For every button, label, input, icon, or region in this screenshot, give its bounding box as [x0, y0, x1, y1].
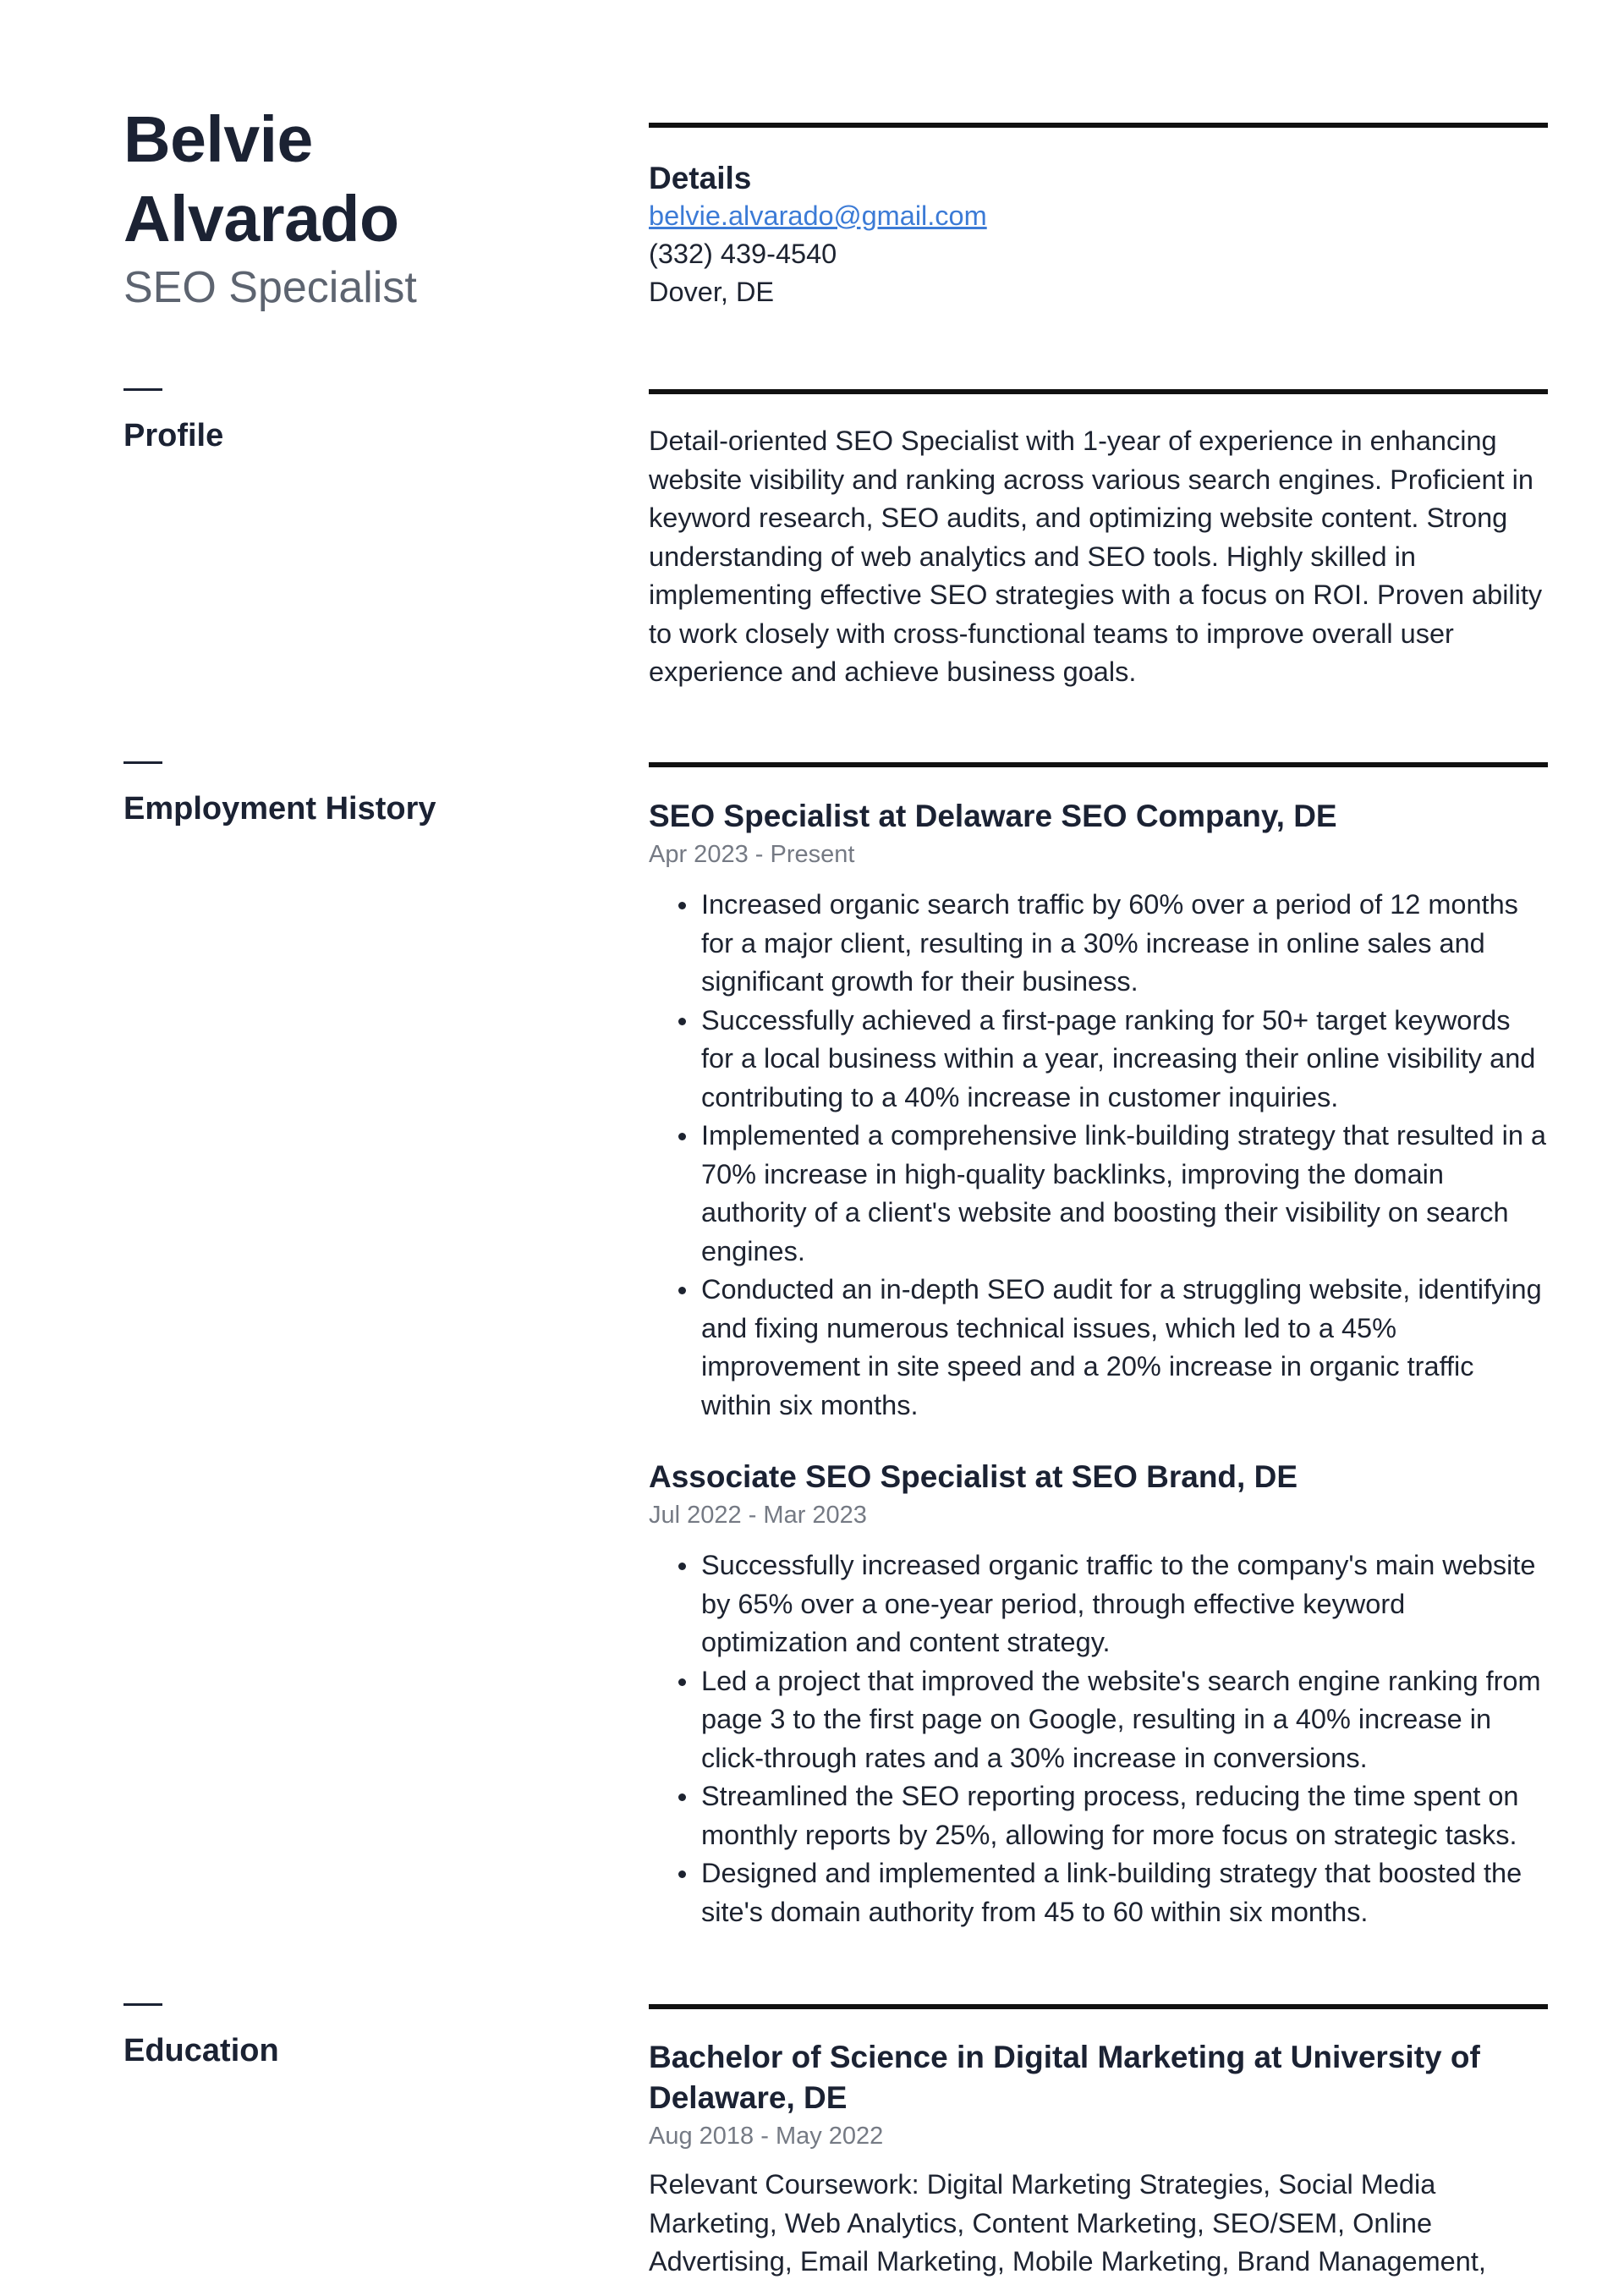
profile-heading: Profile: [123, 418, 224, 453]
job-title: Associate SEO Specialist at SEO Brand, DE: [649, 1459, 1298, 1494]
profile-rule: [649, 389, 1548, 394]
candidate-name: [123, 100, 580, 259]
job-bullets: [649, 1546, 1548, 1931]
employment-rule: [649, 762, 1548, 767]
job-bullet: Implemented a comprehensive link-building strategy that resulted in a 70% increase in high-quality backlinks, improving the domain authority of a client's website and boosting their visibility on search engines.: [701, 1117, 1548, 1271]
job-dates: Apr 2023 - Present: [649, 841, 855, 868]
job-bullet: Conducted an in-depth SEO audit for a struggling website, identifying and fixing numerous technical issues, which led to a 45% improvement in site speed and a 20% increase in organic traffic within six months.: [701, 1271, 1548, 1425]
email-link[interactable]: belvie.alvarado@gmail.com: [649, 200, 987, 231]
job-bullet: Streamlined the SEO reporting process, reducing the time spent on monthly reports by 25%, allowing for more focus on strategic tasks.: [701, 1777, 1548, 1854]
job-bullet: Successfully achieved a first-page ranking for 50+ target keywords for a local business within a year, increasing their online visibility and contributing to a 40% increase in customer inquiries.: [701, 1002, 1548, 1118]
job-dates: Jul 2022 - Mar 2023: [649, 1502, 867, 1529]
employment-dash: [123, 761, 162, 764]
education-rule: [649, 2004, 1548, 2009]
job-entry: [649, 1457, 1548, 1931]
education-dash: [123, 2003, 162, 2006]
candidate-title: SEO Specialist: [123, 263, 417, 312]
profile-text: Detail-oriented SEO Specialist with 1-year of experience in enhancing website visibility and ranking across various search engines. Proficient in keyword research, SEO audits, and optimizing website content. Strong understanding of web analytics and SEO tools. Highly skilled in implementing effective SEO strategies with a focus on ROI. Proven ability to work closely with cross-functional teams to improve overall user experience and achieve business goals.: [649, 426, 1543, 687]
phone-number: (332) 439-4540: [649, 239, 837, 269]
job-entry: [649, 796, 1548, 1425]
education-heading: Education: [123, 2033, 279, 2068]
first-name: Belvie: [123, 103, 313, 176]
job-title: SEO Specialist at Delaware SEO Company, DE: [649, 799, 1337, 833]
education-dates: Aug 2018 - May 2022: [649, 2123, 884, 2150]
location: Dover, DE: [649, 277, 775, 307]
coursework-text: Relevant Coursework: Digital Marketing Strategies, Social Media Marketing, Web Analytics, Content Marketing, SEO/SEM, Online Advertising, Email Marketing, Mobile Marketing, Brand Management,: [649, 2169, 1486, 2277]
profile-dash: [123, 388, 162, 391]
job-bullets: [649, 886, 1548, 1425]
job-bullet: Successfully increased organic traffic to the company's main website by 65% over a one-year period, through effective keyword optimization and content strategy.: [701, 1546, 1548, 1662]
job-bullet: Designed and implemented a link-building strategy that boosted the site's domain authority from 45 to 60 within six months.: [701, 1854, 1548, 1931]
employment-heading: Employment History: [123, 791, 436, 827]
details-rule: [649, 123, 1548, 128]
last-name: Alvarado: [123, 183, 399, 255]
details-section: [649, 158, 1548, 311]
degree-title: Bachelor of Science in Digital Marketing at University of Delaware, DE: [649, 2040, 1480, 2115]
job-bullet: Increased organic search traffic by 60% over a period of 12 months for a major client, resulting in a 30% increase in online sales and significant growth for their business.: [701, 886, 1548, 1002]
education-entry: [649, 2037, 1548, 2282]
details-heading: Details: [649, 161, 752, 195]
job-bullet: Led a project that improved the website's search engine ranking from page 3 to the first page on Google, resulting in a 40% increase in click-through rates and a 30% increase in conversions.: [701, 1662, 1548, 1778]
